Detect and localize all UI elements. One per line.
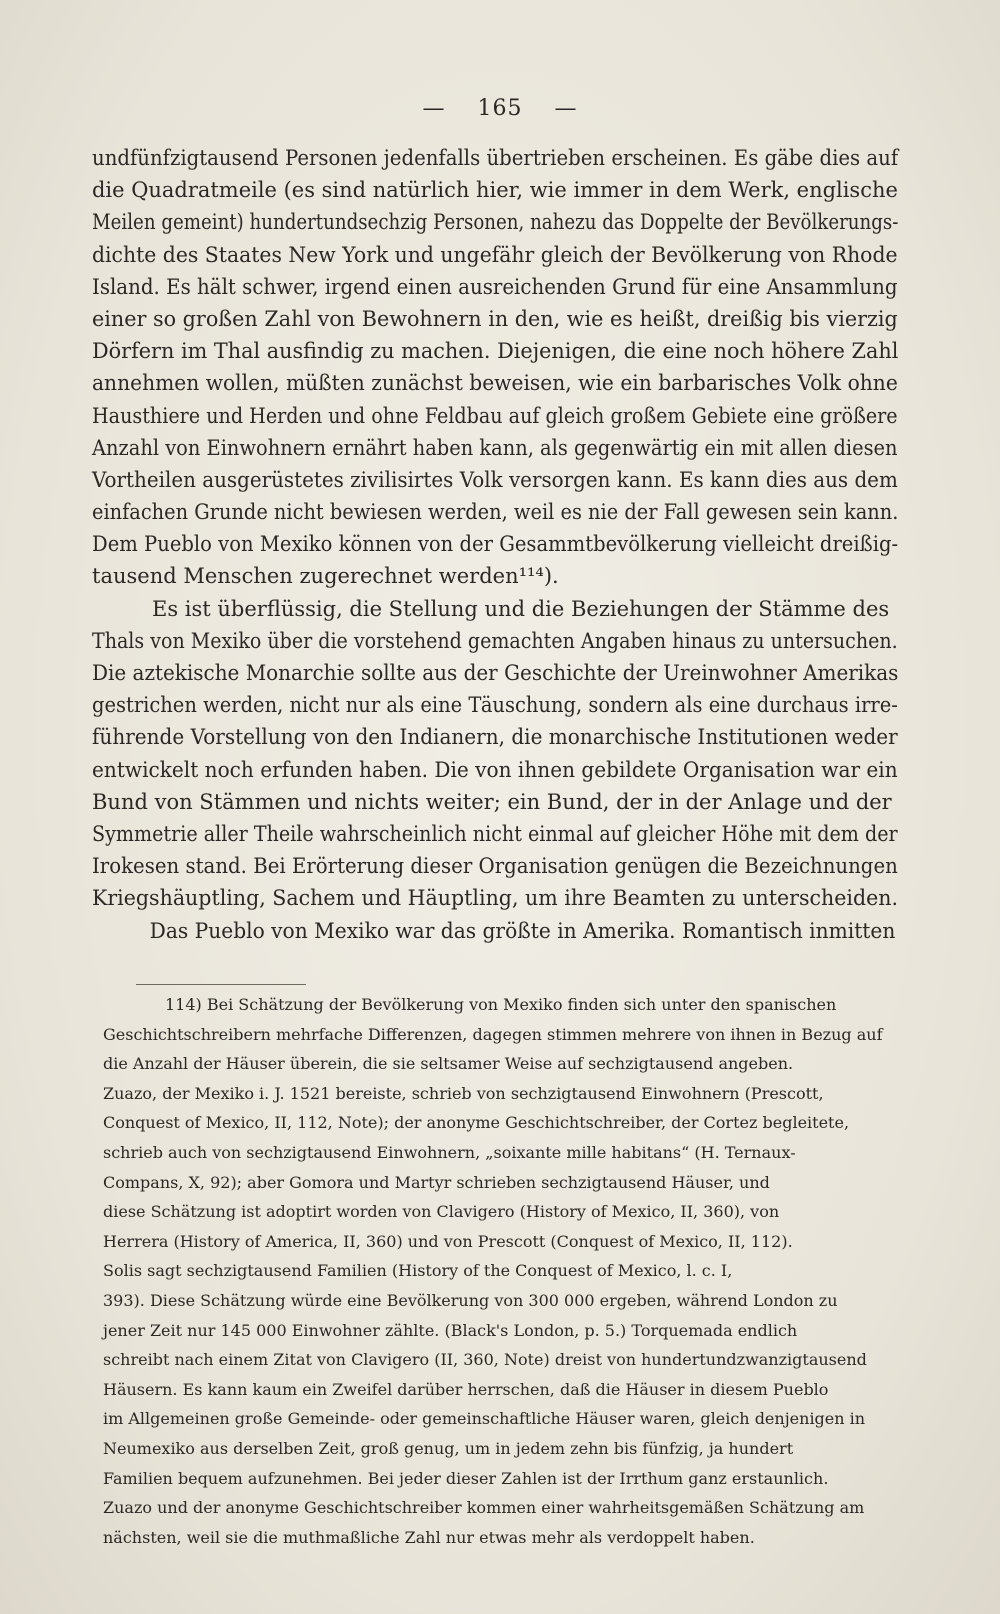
body-line: Dem Pueblo von Mexiko können von der Gesammtbevölkerung vielleicht dreißig- (92, 532, 899, 557)
footnote-line: Zuazo, der Mexiko i. J. 1521 bereiste, schrieb von sechzigtausend Einwohnern (Prescott, (103, 1083, 824, 1103)
footnote-line: im Allgemeinen große Gemeinde- oder gemeinschaftliche Häuser waren, gleich denjenigen in (103, 1409, 866, 1429)
footnote-divider (136, 984, 306, 985)
body-line: Vortheilen ausgerüstetes zivilisirtes Volk versorgen kann. Es kann dies aus dem (92, 467, 898, 492)
body-line: undfünfzigtausend Personen jedenfalls übertrieben erscheinen. Es gäbe dies auf (92, 146, 899, 170)
body-line: tausend Menschen zugerechnet werden¹¹⁴). (92, 564, 559, 589)
footnote-line: Zuazo und der anonyme Geschichtschreiber kommen einer wahrheitsgemäßen Schätzung am (103, 1498, 865, 1518)
header-dash-left: — (422, 96, 446, 121)
body-line: Thals von Mexiko über die vorstehend gemachten Angaben hinaus zu untersuchen. (92, 628, 898, 653)
body-line: Hausthiere und Herden und ohne Feldbau auf gleich großem Gebiete eine größere (92, 403, 898, 428)
paragraph-start-line: Das Pueblo von Mexiko war das größte in Amerika. Romantisch inmitten (149, 918, 896, 943)
footnote-line: schreibt nach einem Zitat von Clavigero (II, 360, Note) dreist von hundertundzwanzigtausend (103, 1350, 867, 1370)
page-number: 165 (477, 96, 523, 121)
body-line: einfachen Grunde nicht bewiesen werden, weil es nie der Fall gewesen sein kann. (92, 500, 899, 525)
body-line: Meilen gemeint) hundertundsechzig Personen, nahezu das Doppelte der Bevölkerungs- (92, 210, 899, 235)
footnote-line: Geschichtschreibern mehrfache Differenzen, dagegen stimmen mehrere von ihnen in Bezug auf (103, 1024, 883, 1044)
footnote-line: Herrera (History of America, II, 360) und von Prescott (Conquest of Mexico, II, 112). (103, 1231, 793, 1251)
body-line: Bund von Stämmen und nichts weiter; ein Bund, der in der Anlage und der (92, 789, 892, 814)
body-line: Symmetrie aller Theile wahrscheinlich nicht einmal auf gleicher Höhe mit dem der (92, 821, 898, 846)
footnote-line: die Anzahl der Häuser überein, die sie seltsamer Weise auf sechzigtausend angeben. (103, 1054, 794, 1074)
body-line: Irokesen stand. Bei Erörterung dieser Organisation genügen die Bezeichnungen (92, 854, 898, 879)
body-text (92, 142, 898, 947)
body-line: Anzahl von Einwohnern ernährt haben kann, als gegenwärtig ein mit allen diesen (92, 435, 898, 460)
body-line: Die aztekische Monarchie sollte aus der Geschichte der Ureinwohner Amerikas (92, 661, 899, 685)
page-header (0, 96, 1000, 121)
header-dash-right: — (554, 96, 578, 121)
footnote-line: schrieb auch von sechzigtausend Einwohnern, „soixante mille habitans“ (H. Ternaux- (103, 1142, 796, 1162)
body-line: die Quadratmeile (es sind natürlich hier, wie immer in dem Werk, englische (92, 178, 898, 203)
footnote-line: Neumexiko aus derselben Zeit, groß genug, um in jedem zehn bis fünfzig, ja hundert (103, 1438, 794, 1458)
body-line: führende Vorstellung von den Indianern, die monarchische Institutionen weder (92, 725, 898, 750)
body-line: gestrichen werden, nicht nur als eine Täuschung, sondern als eine durchaus irre- (92, 693, 898, 718)
footnote-line: Solis sagt sechzigtausend Familien (History of the Conquest of Mexico, l. c. I, (103, 1261, 733, 1281)
body-line: entwickelt noch erfunden haben. Die von ihnen gebildete Organisation war ein (92, 757, 898, 782)
footnote-line: nächsten, weil sie die muthmaßliche Zahl nur etwas mehr als verdoppelt haben. (103, 1527, 755, 1547)
paragraph-start-line: Es ist überflüssig, die Stellung und die Beziehungen der Stämme des (152, 596, 890, 621)
body-line: einer so großen Zahl von Bewohnern in den, wie es heißt, dreißig bis vierzig (92, 306, 898, 331)
footnote-line: Familien bequem aufzunehmen. Bei jeder dieser Zahlen ist der Irrthum ganz erstaunlich. (103, 1468, 829, 1488)
body-line: annehmen wollen, müßten zunächst beweisen, wie ein barbarisches Volk ohne (92, 371, 898, 396)
footnote-line: Häusern. Es kann kaum ein Zweifel darüber herrschen, daß die Häuser in diesem Pueblo (103, 1379, 829, 1399)
footnote-line: 114) Bei Schätzung der Bevölkerung von Mexiko finden sich unter den spanischen (165, 995, 837, 1014)
footnote-line: diese Schätzung ist adoptirt worden von Clavigero (History of Mexico, II, 360), von (103, 1202, 780, 1222)
footnote-line: 393). Diese Schätzung würde eine Bevölkerung von 300 000 ergeben, während London zu (103, 1290, 838, 1310)
footnote-line: jener Zeit nur 145 000 Einwohner zählte. (Black's London, p. 5.) Torquemada endlich (103, 1320, 798, 1340)
footnote-line: Compans, X, 92); aber Gomora und Martyr schrieben sechzigtausend Häuser, und (103, 1172, 770, 1192)
footnote-114 (103, 990, 893, 1552)
footnote-line: Conquest of Mexico, II, 112, Note); der anonyme Geschichtschreiber, der Cortez begleitete, (103, 1113, 850, 1133)
body-line: dichte des Staates New York und ungefähr gleich der Bevölkerung von Rhode (92, 242, 898, 267)
body-line: Dörfern im Thal ausfindig zu machen. Diejenigen, die eine noch höhere Zahl (92, 339, 899, 364)
body-line: Island. Es hält schwer, irgend einen ausreichenden Grund für eine Ansammlung (92, 274, 898, 299)
body-line: Kriegshäuptling, Sachem und Häuptling, um ihre Beamten zu unterscheiden. (92, 886, 899, 911)
